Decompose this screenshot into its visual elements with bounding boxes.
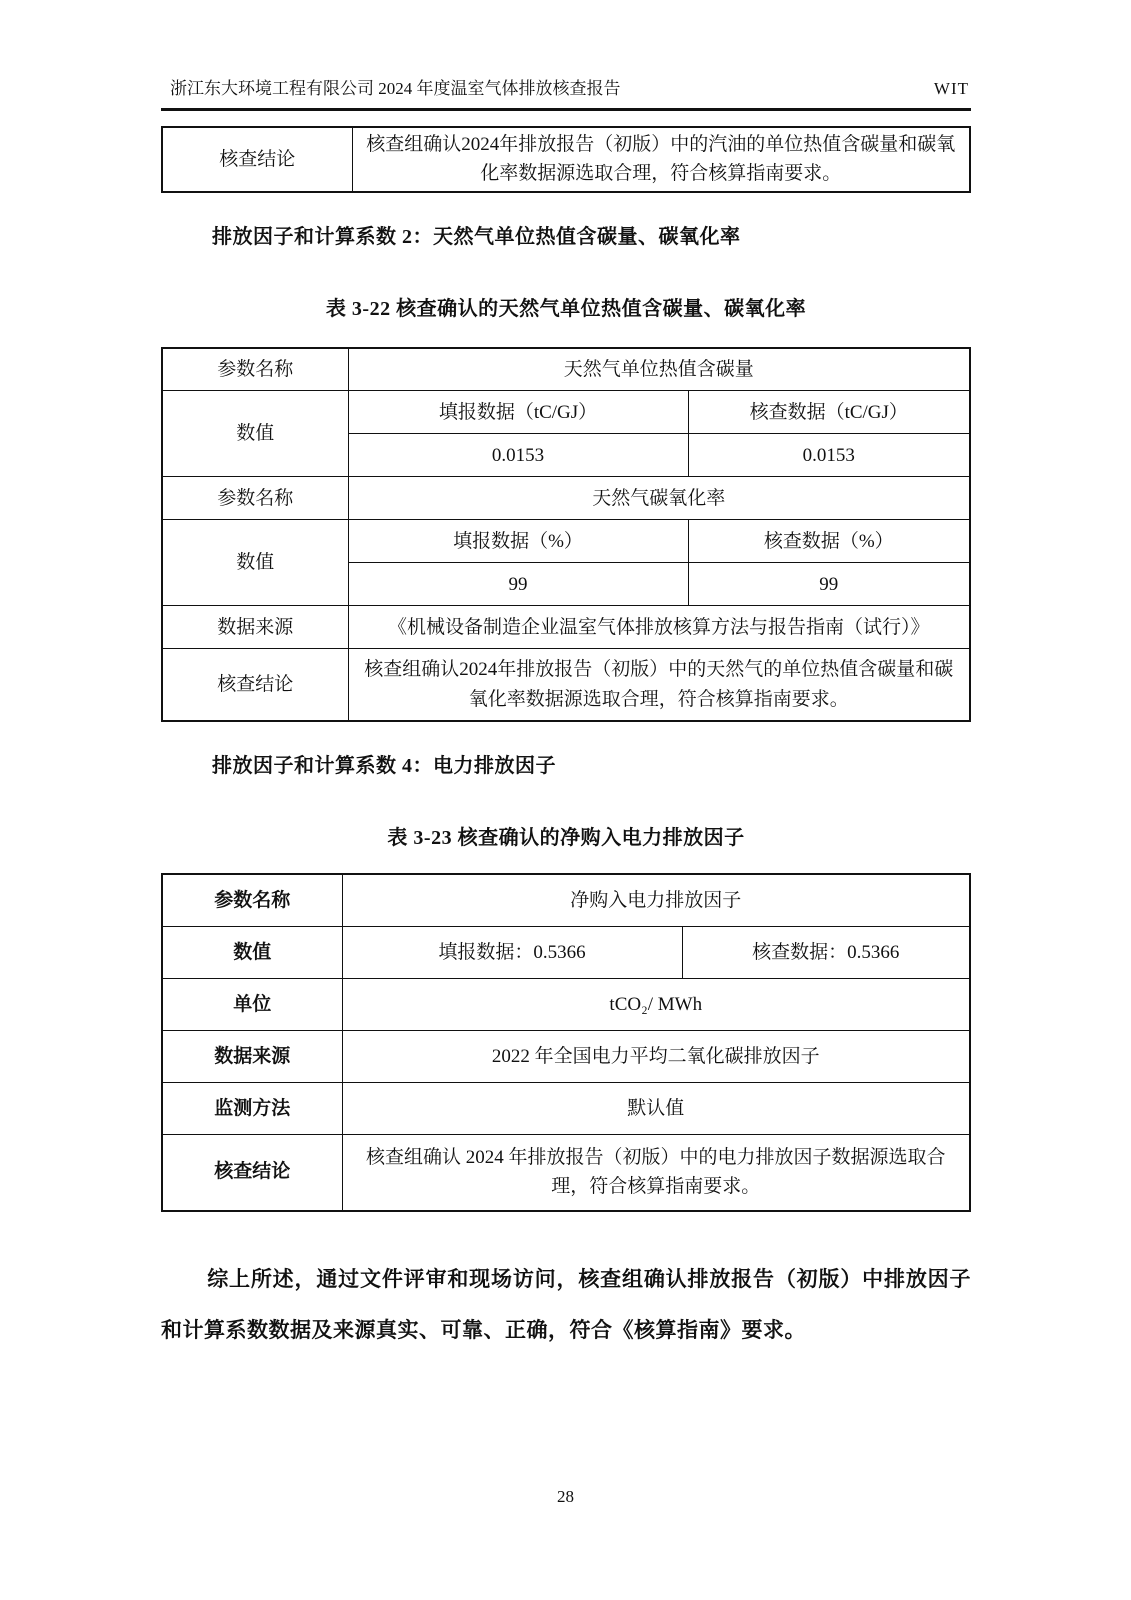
param-label-cell: 参数名称 <box>162 348 348 391</box>
param-name-cell: 天然气碳氧化率 <box>348 477 970 520</box>
table-row <box>162 1134 970 1210</box>
value-row-label: 数值 <box>162 926 342 978</box>
param-name-cell: 净购入电力排放因子 <box>342 874 970 926</box>
data-source-label: 数据来源 <box>162 1030 342 1082</box>
param-name-cell: 天然气单位热值含碳量 <box>348 348 970 391</box>
section-heading-power: 排放因子和计算系数 4：电力排放因子 <box>212 755 556 778</box>
param-label-cell: 参数名称 <box>162 874 342 926</box>
verified-value-cell: 0.0153 <box>688 434 970 477</box>
conclusion-row-label: 核查结论 <box>162 127 352 192</box>
table-3-23-caption: 表 3-23 核查确认的净购入电力排放因子 <box>387 827 745 850</box>
monitoring-method-cell: 默认值 <box>342 1082 970 1134</box>
data-source-cell: 《机械设备制造企业温室气体排放核算方法与报告指南（试行）》 <box>348 606 970 649</box>
table-row <box>162 1082 970 1134</box>
table-row <box>162 520 970 563</box>
value-row-label: 数值 <box>162 520 348 606</box>
conclusion-row-label: 核查结论 <box>162 649 348 721</box>
data-source-label: 数据来源 <box>162 606 348 649</box>
monitoring-method-label: 监测方法 <box>162 1082 342 1134</box>
carryover-table <box>161 126 971 193</box>
table-row <box>162 874 970 926</box>
table-row <box>162 127 970 192</box>
table-row <box>162 978 970 1030</box>
verified-value-cell: 99 <box>688 563 970 606</box>
conclusion-row-text: 核查组确认2024年排放报告（初版）中的汽油的单位热值含碳量和碳氧化率数据源选取合理，符合核算指南要求。 <box>352 127 970 192</box>
verified-header-cell: 核查数据（tC/GJ） <box>688 391 970 434</box>
page-number: 28 <box>557 1487 574 1506</box>
unit-cell: tCO₂/ MWh <box>342 978 970 1030</box>
summary-paragraph: 综上所述，通过文件评审和现场访问，核查组确认排放报告（初版）中排放因子和计算系数数据及来源真实、可靠、正确，符合《核算指南》要求。 <box>161 1266 971 1343</box>
conclusion-row-text: 核查组确认2024年排放报告（初版）中的天然气的单位热值含碳量和碳氧化率数据源选取合理，符合核算指南要求。 <box>348 649 970 721</box>
table-row <box>162 348 970 391</box>
unit-row-label: 单位 <box>162 978 342 1030</box>
conclusion-row-text: 核查组确认 2024 年排放报告（初版）中的电力排放因子数据源选取合理，符合核算指南要求。 <box>342 1134 970 1210</box>
data-source-cell: 2022 年全国电力平均二氧化碳排放因子 <box>342 1030 970 1082</box>
table-row <box>162 391 970 434</box>
reported-value-cell: 0.0153 <box>348 434 688 477</box>
reported-header-cell: 填报数据（%） <box>348 520 688 563</box>
reported-value-cell: 99 <box>348 563 688 606</box>
table-row <box>162 649 970 721</box>
table-3-22-caption: 表 3-22 核查确认的天然气单位热值含碳量、碳氧化率 <box>325 297 807 320</box>
table-row <box>162 477 970 520</box>
section-heading-gas: 排放因子和计算系数 2：天然气单位热值含碳量、碳氧化率 <box>212 225 741 248</box>
reported-value-cell: 填报数据：0.5366 <box>342 926 682 978</box>
table-3-23 <box>161 873 971 1211</box>
table-3-22 <box>161 347 971 722</box>
page-header <box>161 74 971 111</box>
table-row <box>162 926 970 978</box>
table-row <box>162 1030 970 1082</box>
param-label-cell: 参数名称 <box>162 477 348 520</box>
header-mark: WIT <box>933 79 969 98</box>
header-title: 浙江东大环境工程有限公司 2024 年度温室气体排放核查报告 <box>170 79 621 98</box>
reported-header-cell: 填报数据（tC/GJ） <box>348 391 688 434</box>
value-row-label: 数值 <box>162 391 348 477</box>
verified-header-cell: 核查数据（%） <box>688 520 970 563</box>
conclusion-row-label: 核查结论 <box>162 1134 342 1210</box>
table-row <box>162 606 970 649</box>
verified-value-cell: 核查数据：0.5366 <box>682 926 970 978</box>
